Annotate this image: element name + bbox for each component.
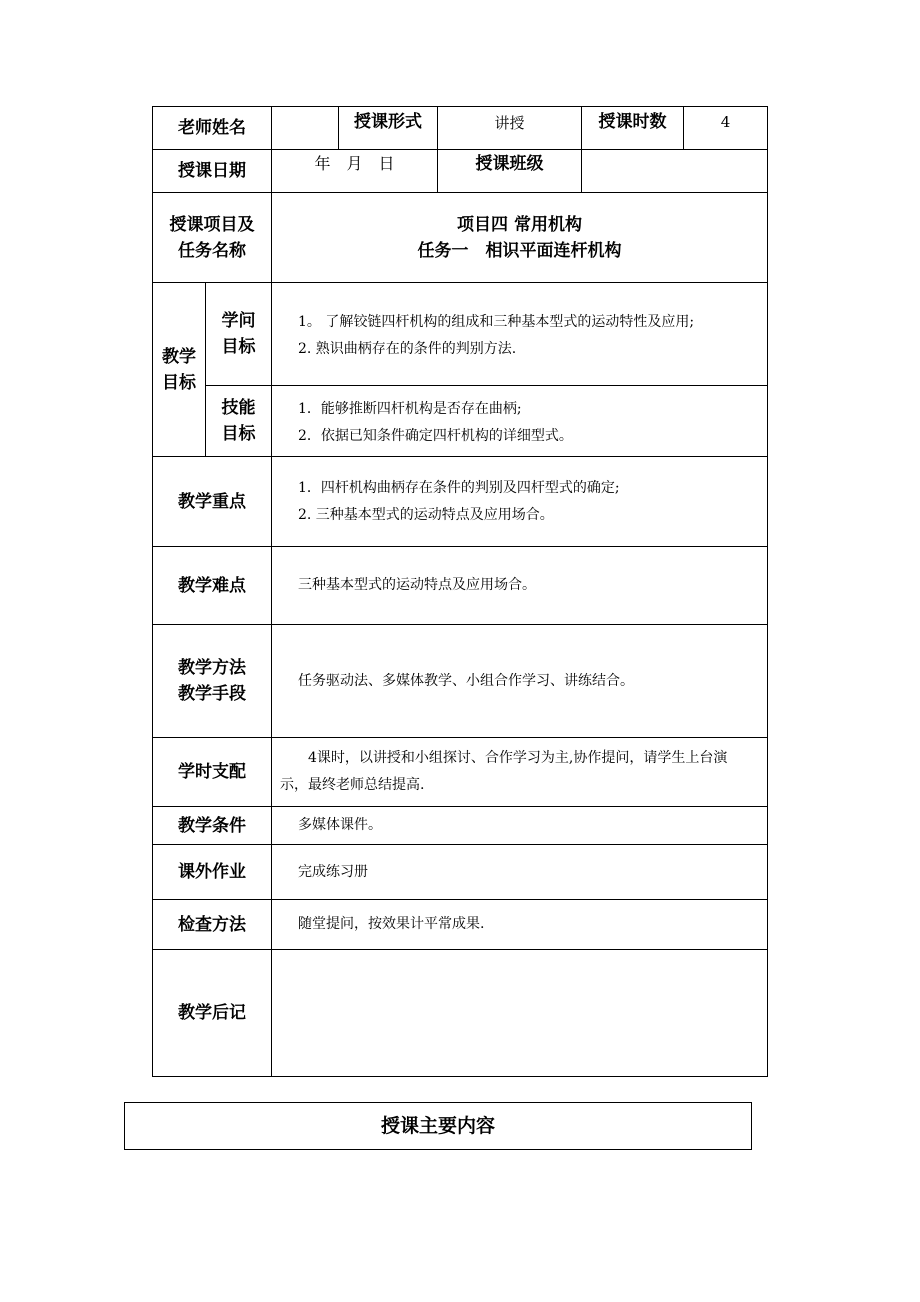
- conditions-text: 多媒体课件。: [298, 817, 382, 833]
- teaching-date-label: 授课日期: [178, 161, 246, 181]
- teaching-form-label: 授课形式: [354, 112, 422, 132]
- list-item: 2. 三种基本型式的运动特点及应用场合。: [298, 507, 554, 523]
- teaching-form-value: 讲授: [494, 113, 525, 132]
- list-item: 1．能够推断四杆机构是否存在曲柄;: [298, 401, 522, 417]
- list-item: 2. 熟识曲柄存在的条件的判别方法.: [298, 341, 517, 357]
- key-points-label: 教学重点: [178, 491, 246, 512]
- main-content-title: 授课主要内容: [380, 1115, 495, 1137]
- check-method-text: 随堂提问，按效果计平常成果.: [298, 916, 485, 932]
- afterword-text: [298, 960, 766, 1060]
- skill-objective-list: [298, 396, 766, 450]
- homework-label: 课外作业: [178, 862, 246, 882]
- teaching-objectives-label: 教学 目标: [162, 346, 196, 393]
- teaching-date-value: 年 月 日: [314, 154, 395, 173]
- knowledge-objective-list: [298, 309, 766, 363]
- class-label: 授课班级: [475, 154, 544, 174]
- teacher-name-value: [272, 107, 338, 149]
- check-method-label: 检查方法: [178, 914, 246, 935]
- teaching-hours-value: 4: [720, 113, 731, 131]
- list-item: 1．四杆机构曲柄存在条件的判别及四杆型式的确定;: [298, 480, 620, 496]
- afterword-label: 教学后记: [178, 1003, 246, 1023]
- main-content-header: [124, 1102, 752, 1150]
- key-points-list: [298, 475, 766, 529]
- skill-objective-label: 技能 目标: [221, 398, 256, 444]
- knowledge-objective-label: 学问 目标: [221, 311, 256, 357]
- methods-label: 教学方法 教学手段: [178, 658, 246, 704]
- time-allocation-text: 4课时，以讲授和小组探讨、合作学习为主,协作提问，请学生上台演 示，最终老师总结提高.: [280, 750, 728, 793]
- conditions-label: 教学条件: [178, 815, 246, 836]
- difficulties-text: 三种基本型式的运动特点及应用场合。: [298, 577, 536, 593]
- teaching-hours-label: 授课时数: [598, 112, 667, 132]
- time-allocation-label: 学时支配: [178, 762, 246, 782]
- teacher-name-label: 老师姓名: [178, 118, 246, 138]
- class-value: [582, 150, 767, 192]
- difficulties-label: 教学难点: [178, 575, 246, 596]
- methods-text: 任务驱动法、多媒体教学、小组合作学习、讲练结合。: [298, 672, 634, 689]
- project-task-title: 项目四 常用机构 任务一 相识平面连杆机构: [417, 214, 622, 261]
- list-item: 1。 了解铰链四杆机构的组成和三种基本型式的运动特性及应用;: [298, 314, 695, 330]
- project-task-label: 授课项目及 任务名称: [169, 214, 255, 261]
- list-item: 2．依据已知条件确定四杆机构的详细型式。: [298, 428, 573, 444]
- homework-text: 完成练习册: [298, 863, 368, 880]
